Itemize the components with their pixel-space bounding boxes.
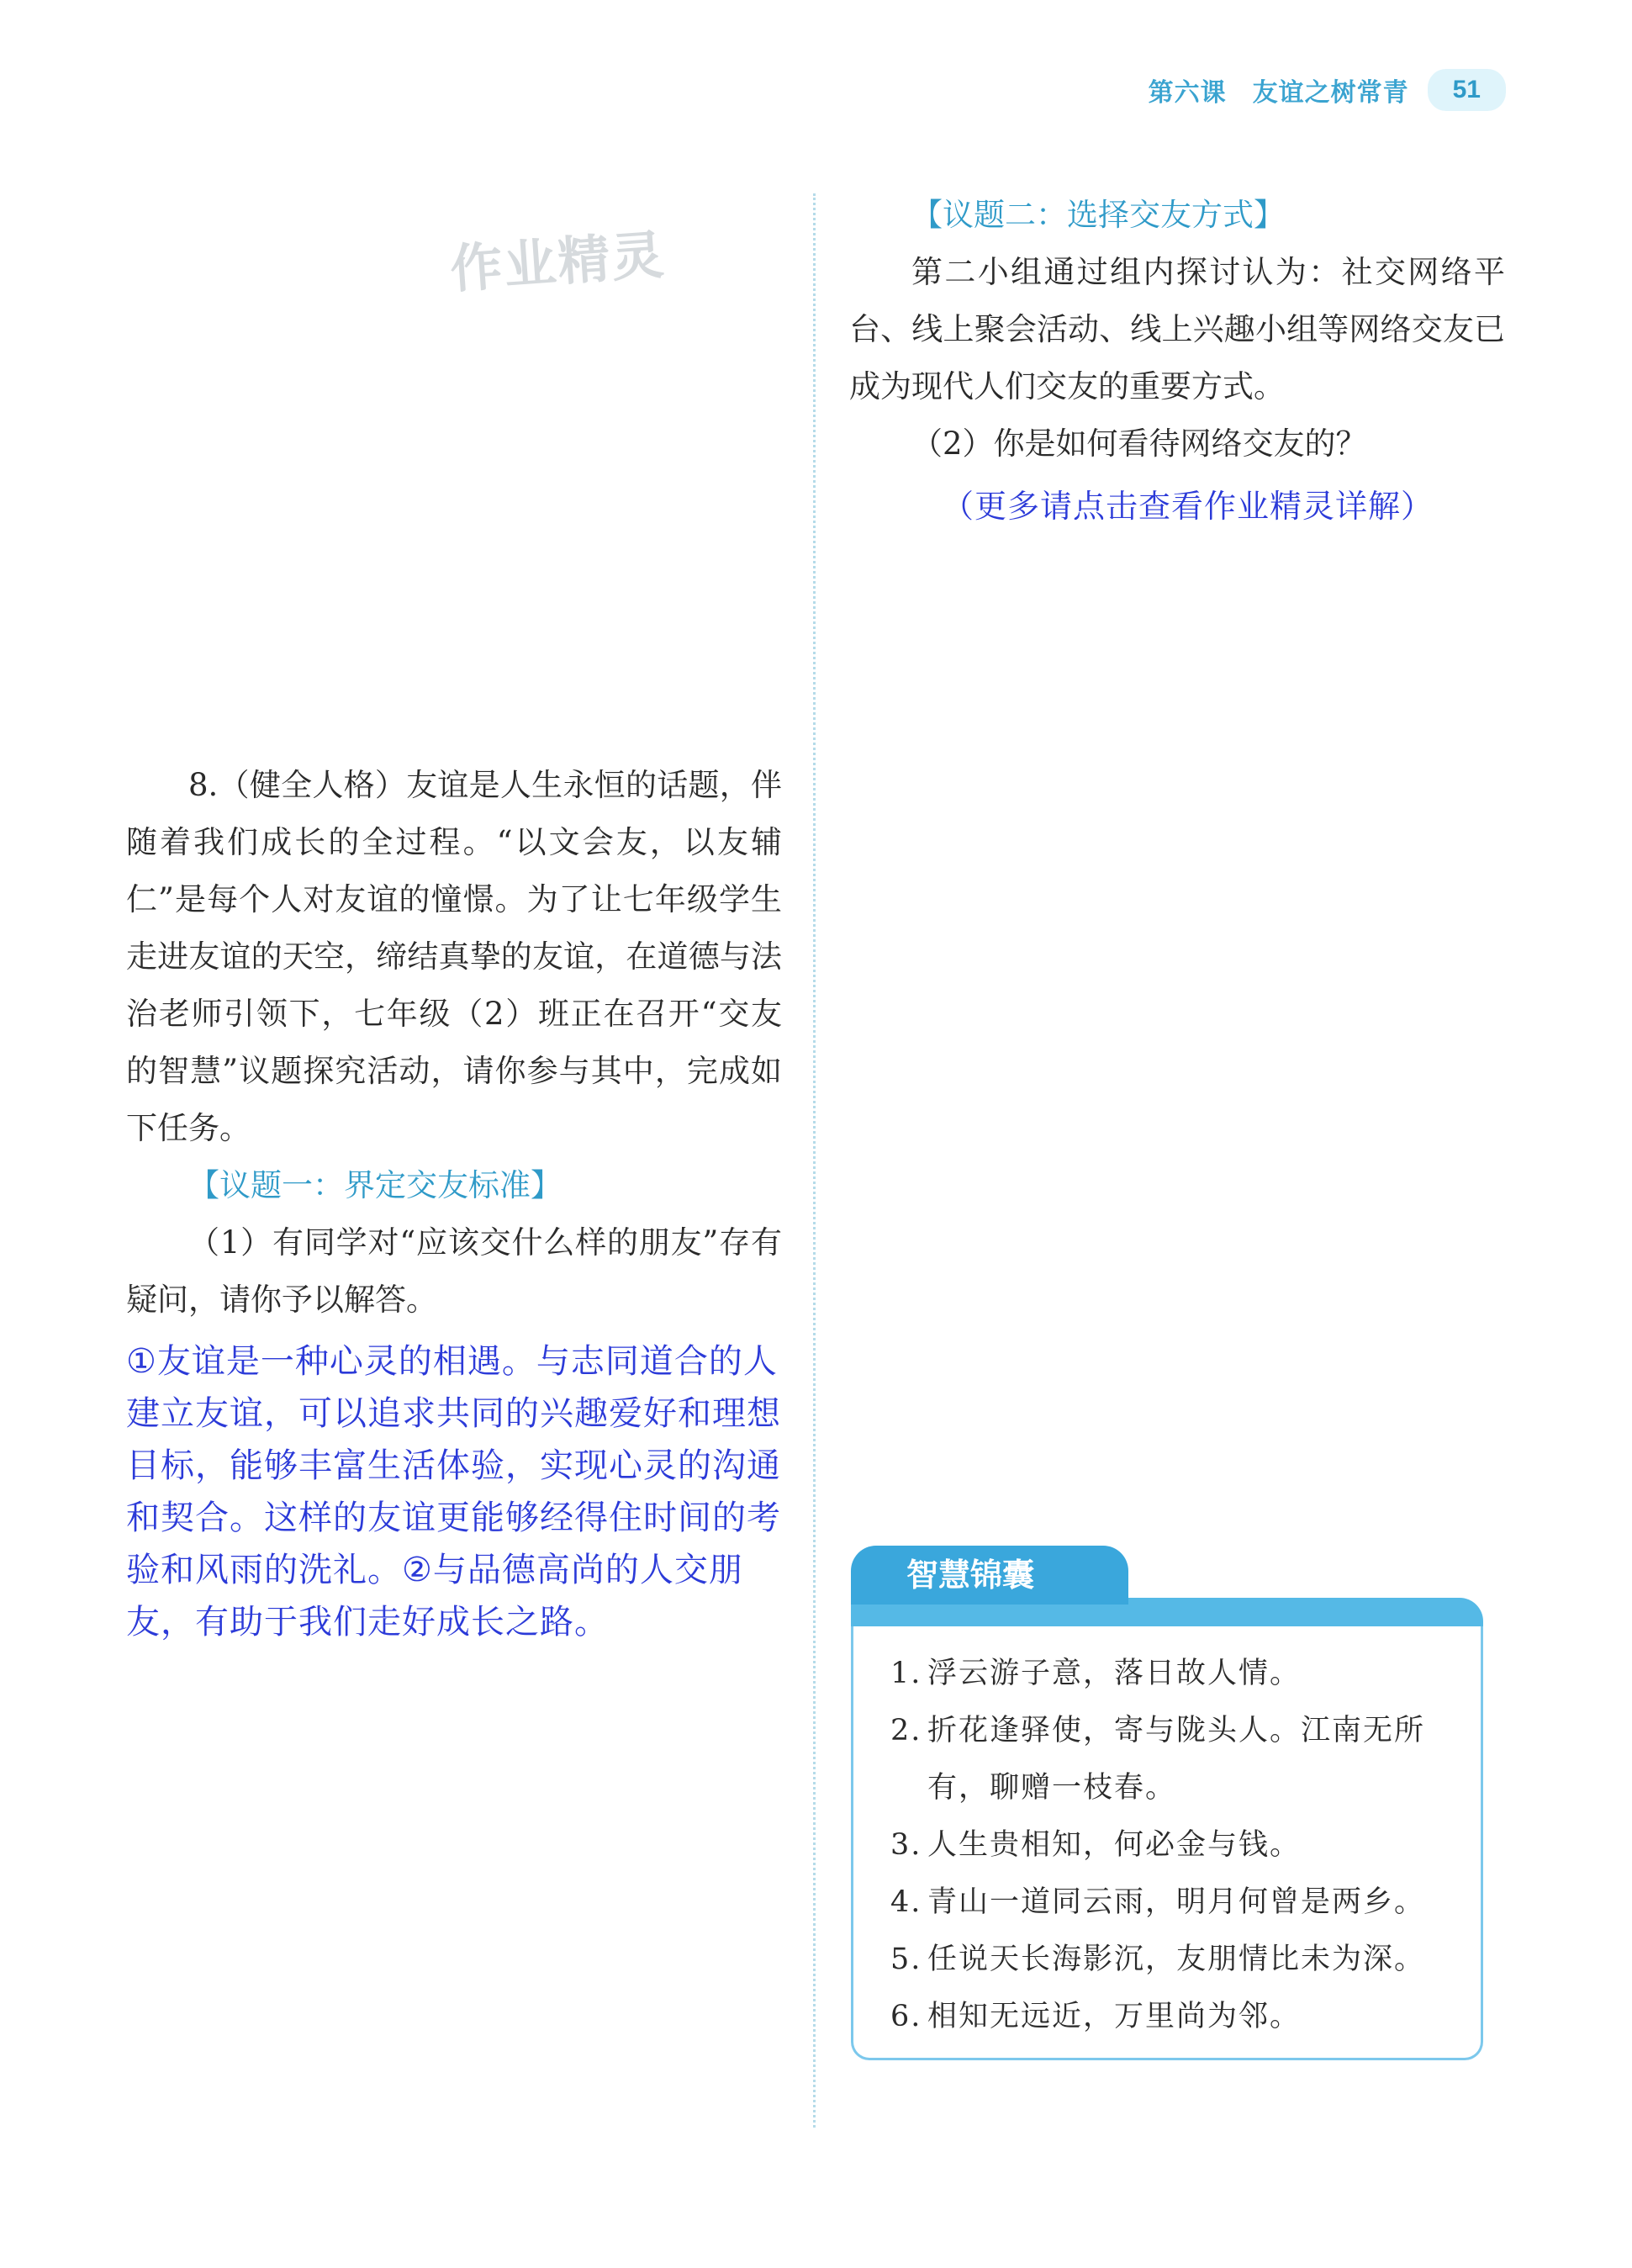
wisdom-item-number: 2. xyxy=(890,1714,922,1747)
topic-2-title: 【议题二：选择交友方式】 xyxy=(911,197,1285,233)
wisdom-item-text: 人生贵相知，何必金与钱。 xyxy=(927,1828,1302,1862)
sub-question-2: （2）你是如何看待网络交友的？ xyxy=(911,426,1367,462)
wisdom-item-number: 1. xyxy=(890,1657,922,1690)
wisdom-box-content xyxy=(851,1626,1483,2060)
wisdom-item xyxy=(890,1874,1455,1931)
wisdom-item-text: 相知无远近，万里尚为邻。 xyxy=(927,2000,1302,2033)
wisdom-item-number: 6. xyxy=(890,2000,922,2033)
wisdom-box xyxy=(851,1546,1483,2060)
wisdom-item-number: 4. xyxy=(890,1885,922,1919)
wisdom-item xyxy=(890,1988,1455,2045)
page-header xyxy=(1149,69,1506,111)
wisdom-box-title: 智慧锦囊 xyxy=(851,1546,1128,1605)
wisdom-item xyxy=(890,1645,1455,1702)
sub-question-1: （1）有同学对“应该交什么样的朋友”存有疑问，请你予以解答。 xyxy=(126,1224,782,1318)
right-column xyxy=(849,187,1505,535)
wisdom-item-text: 浮云游子意，落日故人情。 xyxy=(927,1657,1302,1690)
topic-1-title: 【议题一：界定交友标准】 xyxy=(188,1167,562,1203)
wisdom-item xyxy=(890,1931,1455,1988)
wisdom-item xyxy=(890,1702,1455,1816)
left-column xyxy=(126,757,782,1648)
wisdom-item-number: 3. xyxy=(890,1828,922,1862)
page-number: 51 xyxy=(1428,69,1506,111)
wisdom-item-number: 5. xyxy=(890,1943,922,1976)
watermark: 作业精灵 xyxy=(448,224,668,300)
wisdom-item-text: 任说天长海影沉，友朋情比未为深。 xyxy=(927,1943,1426,1976)
answer-1: ①友谊是一种心灵的相遇。与志同道合的人建立友谊，可以追求共同的兴趣爱好和理想目标，能够丰富生活体验，实现心灵的沟通和契合。这样的友谊更能够经得住时间的考验和风雨的洗礼。②与品德高尚的人交朋友，有助于我们走好成长之路。 xyxy=(126,1342,781,1642)
question-8-intro: 8.（健全人格）友谊是人生永恒的话题，伴随着我们成长的全过程。“以文会友，以友辅仁”是每个人对友谊的憧憬。为了让七年级学生走进友谊的天空，缔结真挚的友谊，在道德与法治老师引领下，七年级（2）班正在召开“交友的智慧”议题探究活动，请你参与其中，完成如下任务。 xyxy=(126,767,782,1146)
more-details-link[interactable]: （更多请点击查看作业精灵详解） xyxy=(942,488,1434,525)
wisdom-item-text: 折花逢驿使，寄与陇头人。江南无所有，聊赠一枝春。 xyxy=(927,1714,1426,1805)
lesson-title: 第六课 友谊之树常青 xyxy=(1148,78,1409,108)
wisdom-item xyxy=(890,1816,1455,1874)
column-divider xyxy=(813,193,816,2128)
wisdom-item-text: 青山一道同云雨，明月何曾是两乡。 xyxy=(927,1885,1426,1919)
topic-2-text: 第二小组通过组内探讨认为：社交网络平台、线上聚会活动、线上兴趣小组等网络交友已成为现代人们交友的重要方式。 xyxy=(849,254,1505,404)
